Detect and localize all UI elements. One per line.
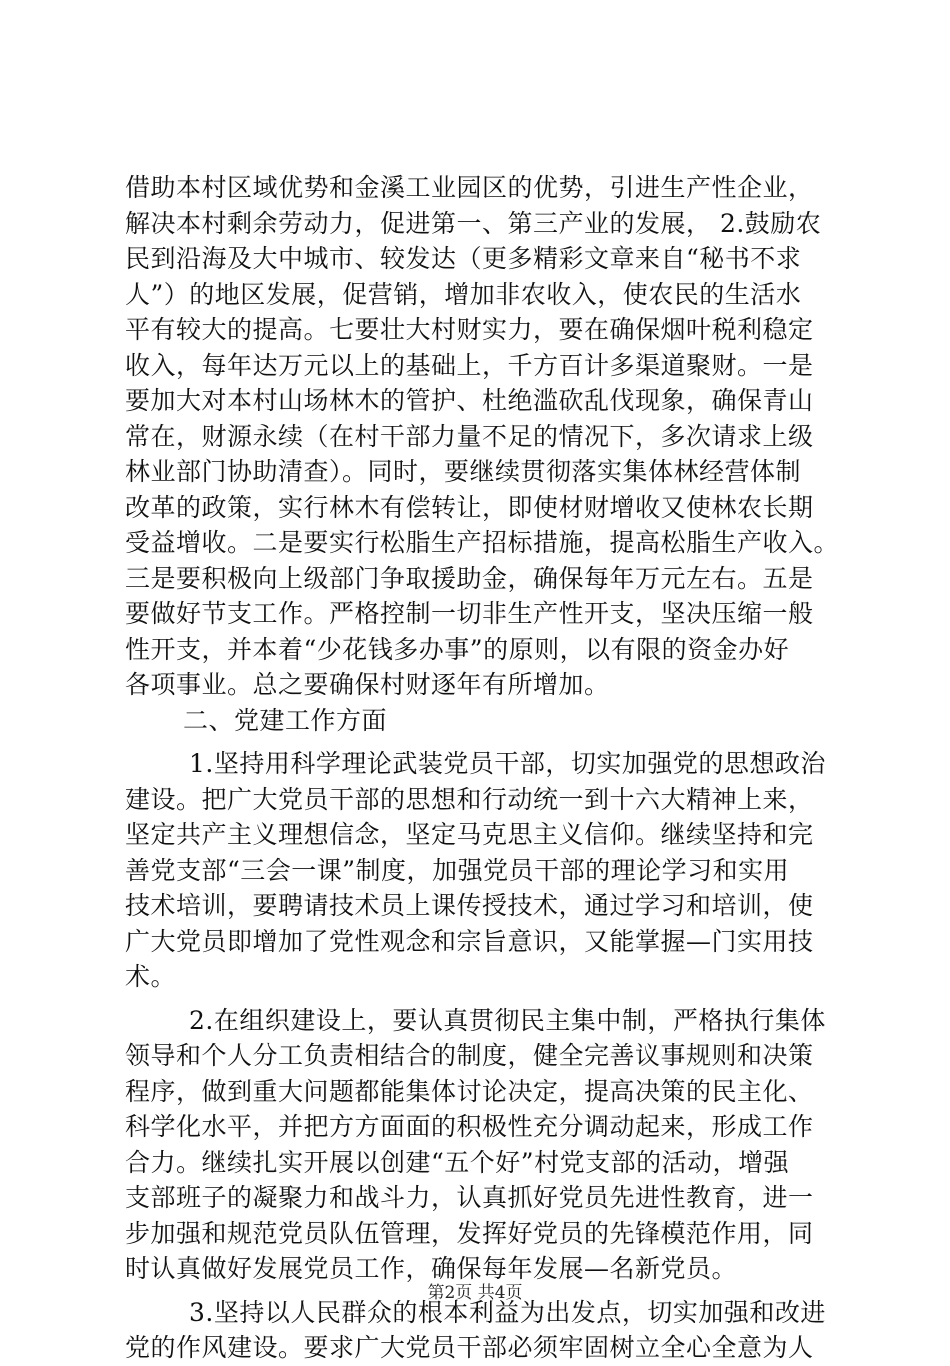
text-line: 建设。把广大党员干部的思想和行动统一到十六大精神上来， (125, 784, 814, 814)
text-line: 要做好节支工作。严格控制一切非生产性开支，坚决压缩一般 (125, 599, 814, 628)
page-footer (0, 1278, 950, 1303)
text-line: 要加大对本村山场林木的管护、杜绝滥砍乱伐现象，确保青山 (125, 386, 814, 415)
text-line: 三是要积极向上级部门争取援助金，确保每年万元左右。五是 (125, 563, 814, 593)
text-line: 各项事业。总之要确保村财逐年有所增加。 (125, 670, 610, 699)
text-line: 善党支部“三会一课”制度，加强党员干部的理论学习和实用 (125, 855, 790, 885)
text-line: 支部班子的凝聚力和战斗力，认真抓好党员先进性教育，进一 (125, 1183, 814, 1212)
text-line: 步加强和规范党员队伍管理，发挥好党员的先锋模范作用，同 (125, 1218, 814, 1248)
paragraph-first-line: 2.在组织建设上，要认真贯彻民主集中制，严格执行集体 (189, 1005, 826, 1035)
text-line: 改革的政策，实行林木有偿转让，即使材财增收又使林农长期 (125, 492, 814, 522)
paragraph-first-line: 3.坚持以人民群众的根本利益为出发点，切实加强和改进 (189, 1297, 826, 1327)
section-heading: 二、党建工作方面 (183, 705, 388, 735)
text-line: 广大党员即增加了党性观念和宗旨意识，又能掌握—门实用技 (125, 926, 814, 956)
text-line: 常在，财源永续（在村干部力量不足的情况下，多次请求上级 (125, 421, 814, 451)
text-line: 时认真做好发展党员工作，确保每年发展—名新党员。 (125, 1254, 738, 1283)
text-line: 技术培训，要聘请技术员上课传授技术，通过学习和培训，使 (125, 891, 814, 920)
text-line: 平有较大的提高。七要壮大村财实力，要在确保烟叶税利稳定 (125, 315, 814, 344)
text-line: 人”）的地区发展，促营销，增加非农收入，使农民的生活水 (125, 279, 802, 309)
text-line: 解决本村剩余劳动力，促进第一、第三产业的发展， 2.鼓励农 (125, 208, 822, 238)
text-line: 受益增收。二是要实行松脂生产招标措施，提高松脂生产收入。 (125, 528, 840, 557)
document-body (125, 170, 845, 1366)
text-line: 收入，每年达万元以上的基础上，千方百计多渠道聚财。一是 (125, 350, 814, 380)
text-line: 程序，做到重大问题都能集体讨论决定，提高决策的民主化、 (125, 1076, 814, 1106)
text-line: 借助本村区域优势和金溪工业园区的优势，引进生产性企业， (125, 173, 814, 202)
text-line: 性开支，并本着“少花钱多办事”的原则，以有限的资金办好 (125, 634, 790, 664)
paragraph-first-line: 1.坚持用科学理论武装党员干部，切实加强党的思想政治 (189, 749, 826, 778)
text-line: 民到沿海及大中城市、较发达（更多精彩文章来自“秘书不求 (125, 244, 802, 273)
text-line: 术。 (125, 962, 177, 991)
text-line: 合力。继续扎实开展以创建“五个好”村党支部的活动，增强 (125, 1147, 790, 1177)
page-number-label: 第2页 共4页 (427, 1283, 523, 1303)
text-line: 领导和个人分工负责相结合的制度，健全完善议事规则和决策 (125, 1041, 814, 1070)
text-line: 林业部门协助清查）。同时，要继续贯彻落实集体林经营体制 (125, 457, 802, 486)
text-line: 科学化水平，并把方方面面的积极性充分调动起来，形成工作 (125, 1112, 814, 1141)
text-line: 坚定共产主义理想信念，坚定马克思主义信仰。继续坚持和完 (125, 820, 814, 849)
text-line: 党的作风建设。要求广大党员干部必须牢固树立全心全意为人 (125, 1333, 814, 1362)
